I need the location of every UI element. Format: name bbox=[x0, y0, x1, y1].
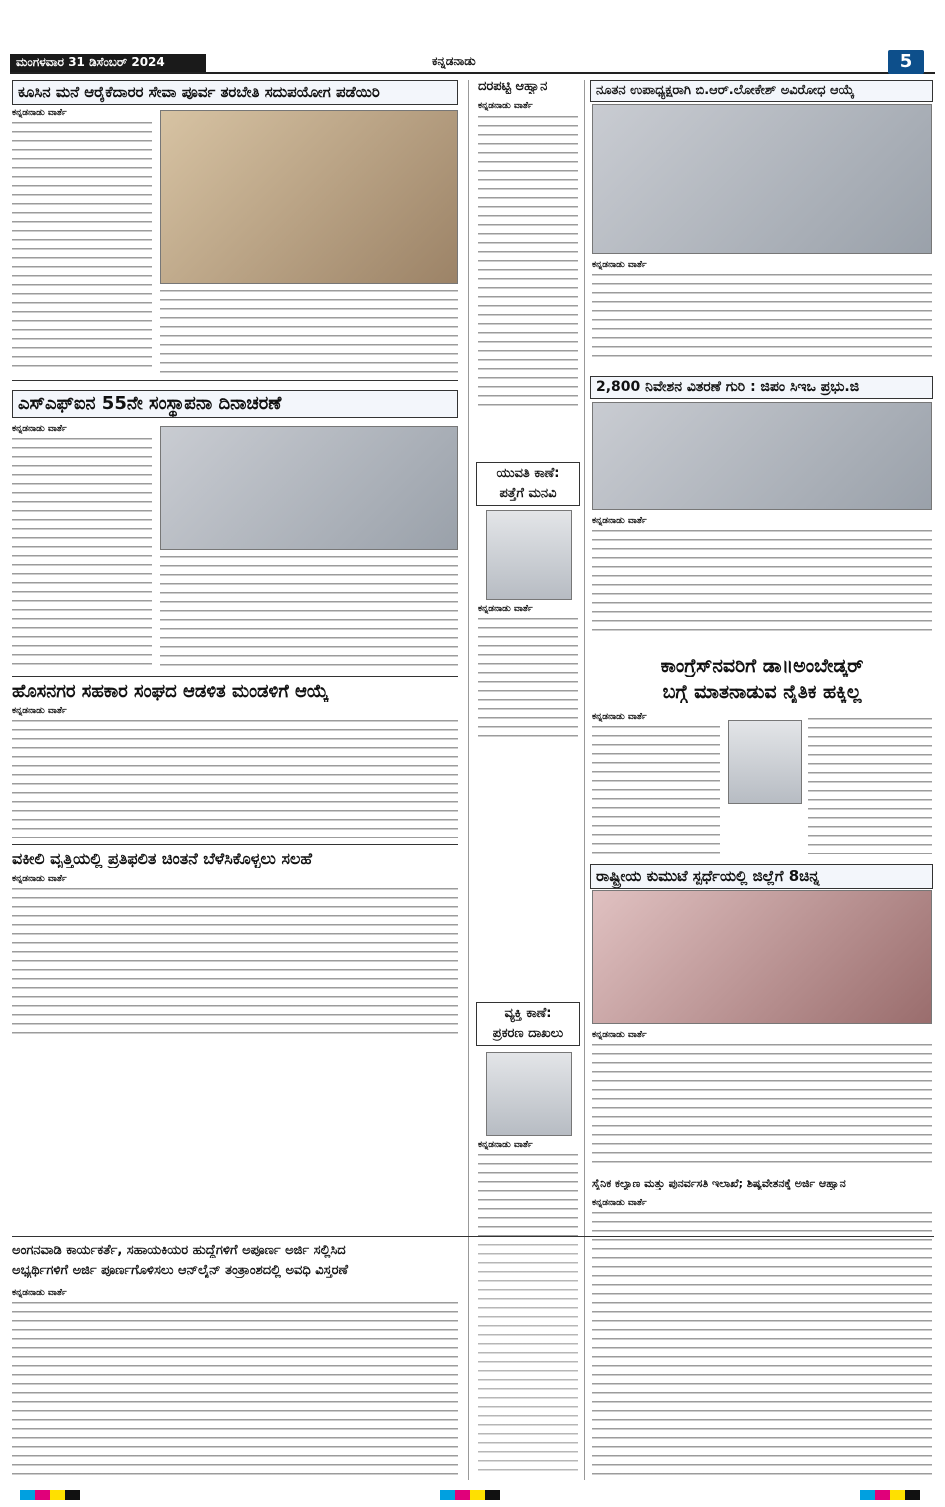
article-6-portrait bbox=[486, 510, 572, 600]
article-8-byline: ಕನ್ನಡನಾಡು ವಾರ್ತೆ bbox=[12, 706, 67, 716]
article-7-body bbox=[592, 726, 720, 854]
article-3-body bbox=[592, 274, 932, 364]
article-5-photo bbox=[592, 402, 932, 510]
article-2-body bbox=[478, 116, 578, 412]
article-7-byline: ಕನ್ನಡನಾಡು ವಾರ್ತೆ bbox=[592, 712, 647, 722]
article-3-byline: ಕನ್ನಡನಾಡು ವಾರ್ತೆ bbox=[592, 260, 647, 270]
article-10-byline: ಕನ್ನಡನಾಡು ವಾರ್ತೆ bbox=[592, 1030, 647, 1040]
article-4-byline: ಕನ್ನಡನಾಡು ವಾರ್ತೆ bbox=[12, 424, 67, 434]
article-7-headline-2: ಬಗ್ಗೆ ಮಾತನಾಡುವ ನೈತಿಕ ಹಕ್ಕಿಲ್ಲ bbox=[662, 682, 862, 703]
color-registration-bar bbox=[860, 1490, 920, 1500]
page-number: 5 bbox=[888, 50, 924, 74]
section-rule bbox=[12, 1236, 934, 1237]
article-11-body bbox=[478, 1154, 578, 1236]
section-rule bbox=[12, 380, 458, 381]
column-rule bbox=[468, 80, 469, 1480]
article-7-portrait bbox=[728, 720, 802, 804]
article-1-byline: ಕನ್ನಡನಾಡು ವಾರ್ತೆ bbox=[12, 108, 67, 118]
article-10-body bbox=[592, 1044, 932, 1164]
article-3-photo bbox=[592, 104, 932, 254]
article-3-headline: ನೂತನ ಉಪಾಧ್ಯಕ್ಷರಾಗಿ ಬಿ.ಆರ್.ಲೋಕೇಶ್ ಅವಿರೋಧ ಆಯ್ಕೆ bbox=[590, 80, 933, 102]
article-6-subhead: ಪತ್ತೆಗೆ ಮನವಿ bbox=[499, 486, 557, 501]
article-9-byline: ಕನ್ನಡನಾಡು ವಾರ್ತೆ bbox=[12, 874, 67, 884]
article-6-headline: ಯುವತಿ ಕಾಣೆ: bbox=[496, 466, 560, 481]
masthead: ಕನ್ನಡನಾಡು bbox=[432, 54, 476, 68]
article-8-headline: ಹೊಸನಗರ ಸಹಕಾರ ಸಂಘದ ಆಡಳಿತ ಮಂಡಳಿಗೆ ಆಯ್ಕೆ bbox=[12, 682, 329, 702]
article-12-headline: ಅಂಗನವಾಡಿ ಕಾರ್ಯಕರ್ತೆ, ಸಹಾಯಕಿಯರ ಹುದ್ದೆಗಳಿಗೆ ಅಪೂರ್ಣ ಅರ್ಜಿ ಸಲ್ಲಿಸಿದ bbox=[12, 1244, 346, 1258]
article-5-body bbox=[592, 530, 932, 638]
article-4-body bbox=[12, 438, 152, 666]
article-13-byline: ಕನ್ನಡನಾಡು ವಾರ್ತೆ bbox=[592, 1198, 647, 1208]
article-12-body bbox=[12, 1302, 458, 1478]
article-9-body bbox=[12, 888, 458, 1040]
article-1-body-continued bbox=[160, 290, 458, 374]
article-10-headline: ರಾಷ್ಟ್ರೀಯ ಕುಮುಟೆ ಸ್ಪರ್ಧೆಯಲ್ಲಿ ಜಿಲ್ಲೆಗೆ 8ಚಿನ್ನ bbox=[590, 864, 933, 889]
article-11-byline: ಕನ್ನಡನಾಡು ವಾರ್ತೆ bbox=[478, 1140, 533, 1150]
article-2-byline: ಕನ್ನಡನಾಡು ವಾರ್ತೆ bbox=[478, 101, 533, 111]
section-rule bbox=[12, 844, 458, 845]
article-1-headline: ಕೂಸಿನ ಮನೆ ಆರೈಕೆದಾರರ ಸೇವಾ ಪೂರ್ವ ತರಬೇತಿ ಸದುಪಯೋಗ ಪಡೆಯಿರಿ bbox=[12, 80, 458, 105]
article-1-photo bbox=[160, 110, 458, 284]
article-12-headline-2: ಅಭ್ಯರ್ಥಿಗಳಿಗೆ ಅರ್ಜಿ ಪೂರ್ಣಗೊಳಿಸಲು ಆನ್‌ಲೈನ್ ತಂತ್ರಾಂಶದಲ್ಲಿ ಅವಧಿ ವಿಸ್ತರಣೆ bbox=[12, 1264, 349, 1278]
article-4-headline: ಎಸ್‌ಎಫ್‌ಐನ 55ನೇ ಸಂಸ್ಥಾಪನಾ ದಿನಾಚರಣೆ bbox=[12, 390, 458, 418]
side-notice-body bbox=[478, 1244, 578, 1478]
article-2-headline: ದರಪಟ್ಟಿ ಆಹ್ವಾನ bbox=[478, 80, 548, 94]
article-13-headline: ಸೈನಿಕ ಕಲ್ಯಾಣ ಮತ್ತು ಪುನರ್ವಸತಿ ಇಲಾಖೆ; ಶಿಷ್ಯವೇತನಕ್ಕೆ ಅರ್ಜಿ ಆಹ್ವಾನ bbox=[592, 1178, 846, 1190]
article-11-portrait bbox=[486, 1052, 572, 1136]
article-5-byline: ಕನ್ನಡನಾಡು ವಾರ್ತೆ bbox=[592, 516, 647, 526]
section-rule bbox=[12, 676, 458, 677]
article-6-body bbox=[478, 618, 578, 742]
article-11-headline: ವ್ಯಕ್ತಿ ಕಾಣೆ: bbox=[504, 1006, 552, 1021]
article-7-body-continued bbox=[808, 718, 932, 854]
column-rule bbox=[584, 80, 585, 1480]
date-bar: ಮಂಗಳವಾರ 31 ಡಿಸೆಂಬರ್ 2024 bbox=[10, 54, 206, 72]
article-7-headline: ಕಾಂಗ್ರೆಸ್‌ನವರಿಗೆ ಡಾ॥ಅಂಬೇಡ್ಕರ್ bbox=[660, 656, 864, 677]
color-registration-bar bbox=[20, 1490, 80, 1500]
article-4-photo bbox=[160, 426, 458, 550]
article-10-photo bbox=[592, 890, 932, 1024]
article-4-body-continued bbox=[160, 556, 458, 666]
article-13-body bbox=[592, 1212, 932, 1478]
article-5-headline: 2,800 ನಿವೇಶನ ವಿತರಣೆ ಗುರಿ : ಜಿಪಂ ಸಿಇಒ ಪ್ರಭು.ಜಿ bbox=[590, 376, 933, 399]
article-8-body bbox=[12, 720, 458, 838]
article-9-headline: ವಕೀಲಿ ವೃತ್ತಿಯಲ್ಲಿ ಪ್ರತಿಫಲಿತ ಚಿಂತನೆ ಬೆಳೆಸಿಕೊಳ್ಳಲು ಸಲಹೆ bbox=[12, 850, 313, 868]
article-6-byline: ಕನ್ನಡನಾಡು ವಾರ್ತೆ bbox=[478, 604, 533, 614]
article-12-byline: ಕನ್ನಡನಾಡು ವಾರ್ತೆ bbox=[12, 1288, 67, 1298]
color-registration-bar bbox=[440, 1490, 500, 1500]
article-1-body bbox=[12, 122, 152, 374]
article-11-subhead: ಪ್ರಕರಣ ದಾಖಲು bbox=[492, 1026, 564, 1041]
